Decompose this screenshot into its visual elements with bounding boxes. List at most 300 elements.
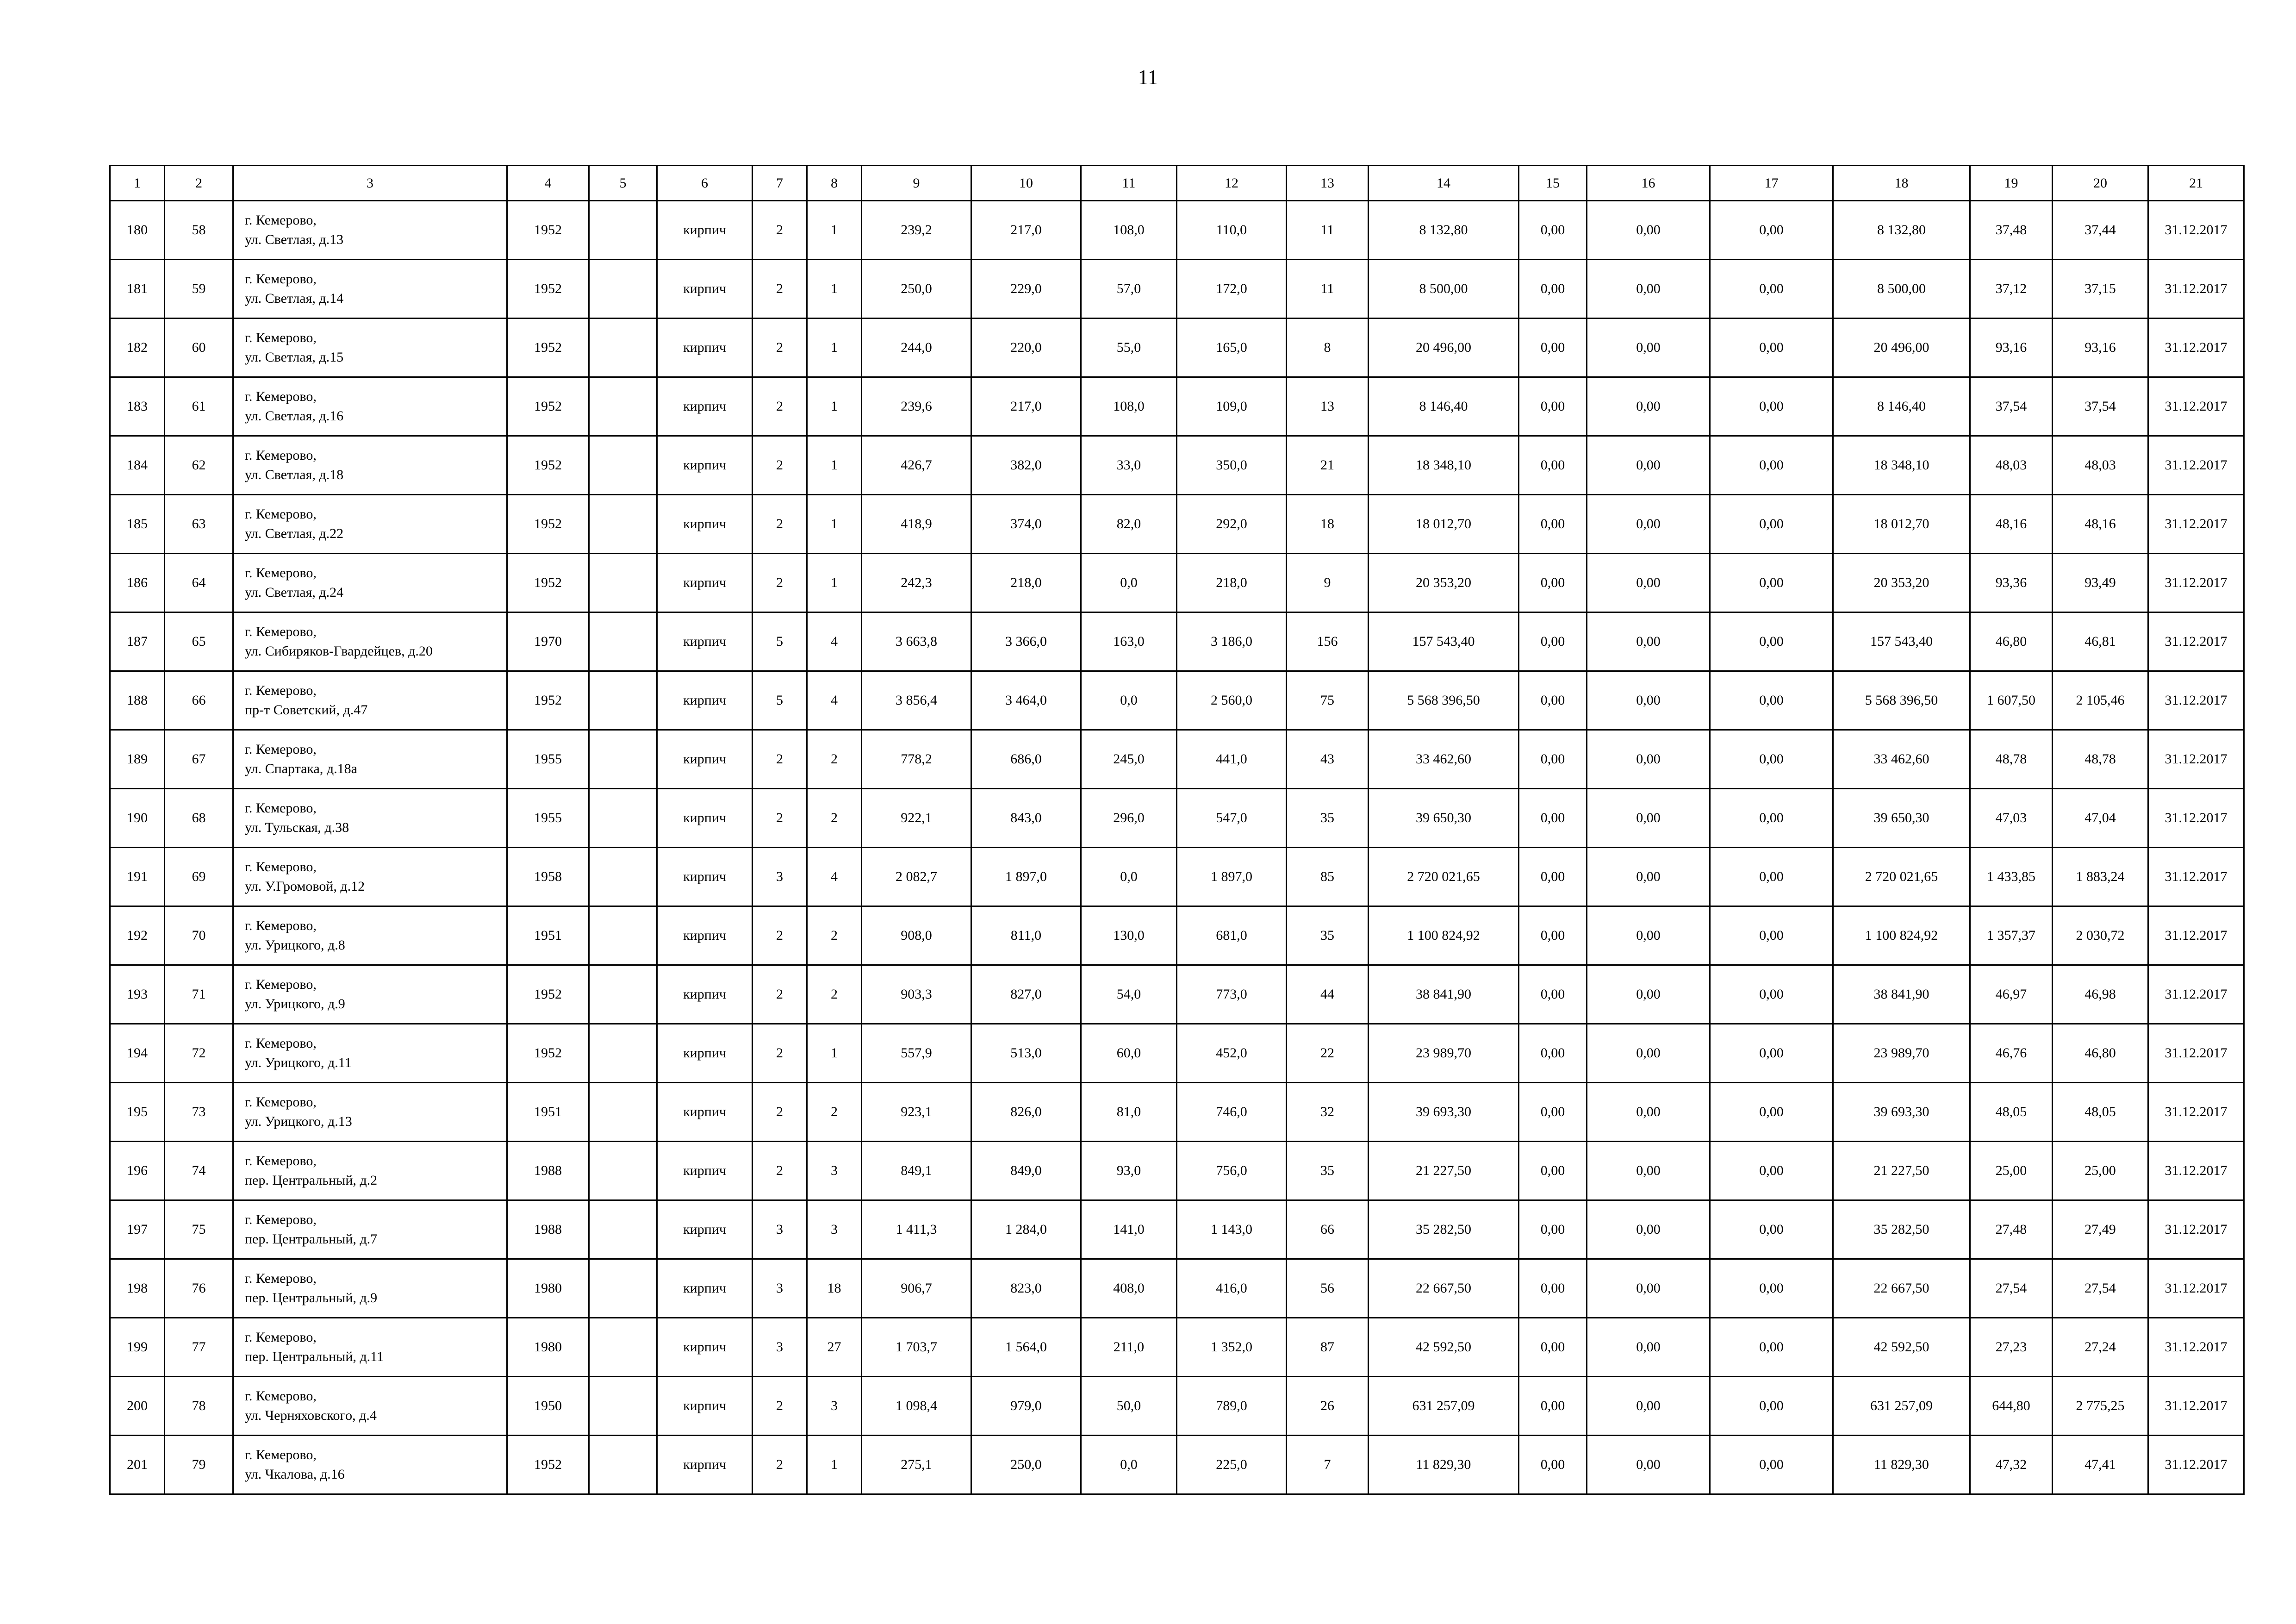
regional-funds-cell: 0,00 [1587,1142,1710,1200]
non-residential-area-cell: 245,0 [1081,730,1177,789]
table-row [110,671,2244,730]
col-5-cell [589,1259,657,1318]
address-street: ул. Черняховского, д.4 [245,1408,377,1423]
unit-cost-b-cell: 2 030,72 [2053,906,2148,965]
address-cell [233,730,507,789]
local-funds-cell: 0,00 [1710,1377,1833,1436]
local-number-cell: 67 [165,730,233,789]
address-cell [233,495,507,554]
column-number-header: 21 [2148,166,2244,201]
address-city: г. Кемерово, [245,859,317,874]
unit-cost-a-cell: 48,03 [1970,436,2053,495]
owners-funds-cell: 8 132,80 [1833,201,1970,260]
total-cost-cell: 157 543,40 [1369,612,1519,671]
table-row [110,848,2244,906]
local-number-cell: 58 [165,201,233,260]
total-cost-cell: 8 146,40 [1369,377,1519,436]
floors-cell: 2 [753,1142,807,1200]
regional-funds-cell: 0,00 [1587,1083,1710,1142]
unit-cost-a-cell: 46,76 [1970,1024,2053,1083]
table-row [110,377,2244,436]
unit-cost-a-cell: 37,54 [1970,377,2053,436]
total-cost-cell: 42 592,50 [1369,1318,1519,1377]
total-cost-cell: 8 132,80 [1369,201,1519,260]
total-area-cell: 906,7 [862,1259,971,1318]
col-5-cell [589,789,657,848]
column-number-header: 19 [1970,166,2053,201]
address-cell [233,965,507,1024]
owners-funds-cell: 18 012,70 [1833,495,1970,554]
planned-date-cell: 31.12.2017 [2148,495,2244,554]
federal-funds-cell: 0,00 [1519,1377,1587,1436]
entrances-cell: 2 [807,965,862,1024]
col-5-cell [589,377,657,436]
local-number-cell: 78 [165,1377,233,1436]
owners-area-cell: 452,0 [1177,1024,1287,1083]
non-residential-area-cell: 211,0 [1081,1318,1177,1377]
owners-area-cell: 350,0 [1177,436,1287,495]
address-street: ул. Светлая, д.13 [245,232,344,247]
wall-material-cell: кирпич [657,495,753,554]
wall-material-cell: кирпич [657,377,753,436]
residents-cell: 21 [1287,436,1369,495]
owners-funds-cell: 21 227,50 [1833,1142,1970,1200]
regional-funds-cell: 0,00 [1587,554,1710,612]
federal-funds-cell: 0,00 [1519,495,1587,554]
unit-cost-b-cell: 47,04 [2053,789,2148,848]
living-area-cell: 686,0 [971,730,1081,789]
local-number-cell: 75 [165,1200,233,1259]
address-cell [233,1200,507,1259]
address-cell [233,612,507,671]
local-funds-cell: 0,00 [1710,554,1833,612]
owners-area-cell: 109,0 [1177,377,1287,436]
floors-cell: 3 [753,1200,807,1259]
total-area-cell: 242,3 [862,554,971,612]
owners-area-cell: 225,0 [1177,1436,1287,1494]
total-cost-cell: 23 989,70 [1369,1024,1519,1083]
total-cost-cell: 20 353,20 [1369,554,1519,612]
unit-cost-b-cell: 48,03 [2053,436,2148,495]
non-residential-area-cell: 0,0 [1081,671,1177,730]
owners-funds-cell: 23 989,70 [1833,1024,1970,1083]
regional-funds-cell: 0,00 [1587,789,1710,848]
table-row [110,1377,2244,1436]
non-residential-area-cell: 163,0 [1081,612,1177,671]
living-area-cell: 3 366,0 [971,612,1081,671]
row-number-cell: 201 [110,1436,165,1494]
total-area-cell: 239,2 [862,201,971,260]
table-row [110,965,2244,1024]
col-5-cell [589,554,657,612]
owners-funds-cell: 22 667,50 [1833,1259,1970,1318]
federal-funds-cell: 0,00 [1519,1083,1587,1142]
unit-cost-a-cell: 37,12 [1970,260,2053,319]
local-number-cell: 60 [165,319,233,377]
address-city: г. Кемерово, [245,1447,317,1462]
column-number-header: 13 [1287,166,1369,201]
owners-area-cell: 1 143,0 [1177,1200,1287,1259]
unit-cost-a-cell: 25,00 [1970,1142,2053,1200]
owners-funds-cell: 8 146,40 [1833,377,1970,436]
local-number-cell: 76 [165,1259,233,1318]
regional-funds-cell: 0,00 [1587,260,1710,319]
address-street: ул. Светлая, д.22 [245,526,344,541]
wall-material-cell: кирпич [657,1142,753,1200]
living-area-cell: 1 284,0 [971,1200,1081,1259]
year-built-cell: 1952 [507,436,589,495]
unit-cost-b-cell: 37,15 [2053,260,2148,319]
unit-cost-a-cell: 644,80 [1970,1377,2053,1436]
row-number-cell: 197 [110,1200,165,1259]
living-area-cell: 250,0 [971,1436,1081,1494]
col-5-cell [589,848,657,906]
planned-date-cell: 31.12.2017 [2148,789,2244,848]
unit-cost-a-cell: 37,48 [1970,201,2053,260]
owners-funds-cell: 157 543,40 [1833,612,1970,671]
col-5-cell [589,1200,657,1259]
local-number-cell: 77 [165,1318,233,1377]
address-city: г. Кемерово, [245,624,317,639]
residents-cell: 66 [1287,1200,1369,1259]
regional-funds-cell: 0,00 [1587,1318,1710,1377]
non-residential-area-cell: 408,0 [1081,1259,1177,1318]
unit-cost-a-cell: 47,03 [1970,789,2053,848]
federal-funds-cell: 0,00 [1519,789,1587,848]
residents-cell: 87 [1287,1318,1369,1377]
local-number-cell: 74 [165,1142,233,1200]
owners-area-cell: 1 352,0 [1177,1318,1287,1377]
year-built-cell: 1952 [507,319,589,377]
regional-funds-cell: 0,00 [1587,965,1710,1024]
living-area-cell: 979,0 [971,1377,1081,1436]
entrances-cell: 1 [807,1024,862,1083]
non-residential-area-cell: 55,0 [1081,319,1177,377]
address-street: ул. Сибиряков-Гвардейцев, д.20 [245,643,433,659]
row-number-cell: 184 [110,436,165,495]
address-cell [233,436,507,495]
owners-area-cell: 416,0 [1177,1259,1287,1318]
owners-area-cell: 3 186,0 [1177,612,1287,671]
column-number-header: 17 [1710,166,1833,201]
unit-cost-a-cell: 27,23 [1970,1318,2053,1377]
planned-date-cell: 31.12.2017 [2148,319,2244,377]
floors-cell: 2 [753,495,807,554]
total-cost-cell: 5 568 396,50 [1369,671,1519,730]
planned-date-cell: 31.12.2017 [2148,1318,2244,1377]
column-number-header: 1 [110,166,165,201]
address-street: ул. Тульская, д.38 [245,820,349,835]
unit-cost-b-cell: 27,24 [2053,1318,2148,1377]
table-row [110,612,2244,671]
unit-cost-a-cell: 48,16 [1970,495,2053,554]
unit-cost-b-cell: 48,78 [2053,730,2148,789]
entrances-cell: 1 [807,495,862,554]
address-street: ул. У.Громовой, д.12 [245,879,365,894]
address-city: г. Кемерово, [245,330,317,345]
column-number-header: 20 [2053,166,2148,201]
floors-cell: 2 [753,554,807,612]
total-cost-cell: 22 667,50 [1369,1259,1519,1318]
entrances-cell: 2 [807,730,862,789]
address-street: пер. Центральный, д.7 [245,1231,378,1247]
col-5-cell [589,965,657,1024]
col-5-cell [589,730,657,789]
owners-area-cell: 2 560,0 [1177,671,1287,730]
address-cell [233,906,507,965]
unit-cost-b-cell: 2 775,25 [2053,1377,2148,1436]
planned-date-cell: 31.12.2017 [2148,965,2244,1024]
unit-cost-a-cell: 27,54 [1970,1259,2053,1318]
regional-funds-cell: 0,00 [1587,1200,1710,1259]
local-number-cell: 68 [165,789,233,848]
planned-date-cell: 31.12.2017 [2148,1259,2244,1318]
entrances-cell: 3 [807,1377,862,1436]
address-street: пер. Центральный, д.9 [245,1290,378,1305]
local-funds-cell: 0,00 [1710,1142,1833,1200]
total-cost-cell: 631 257,09 [1369,1377,1519,1436]
living-area-cell: 811,0 [971,906,1081,965]
local-number-cell: 61 [165,377,233,436]
regional-funds-cell: 0,00 [1587,906,1710,965]
year-built-cell: 1952 [507,495,589,554]
wall-material-cell: кирпич [657,1259,753,1318]
local-number-cell: 66 [165,671,233,730]
address-city: г. Кемерово, [245,1036,317,1051]
federal-funds-cell: 0,00 [1519,671,1587,730]
local-funds-cell: 0,00 [1710,671,1833,730]
residents-cell: 35 [1287,789,1369,848]
entrances-cell: 3 [807,1200,862,1259]
column-number-header: 11 [1081,166,1177,201]
residents-cell: 18 [1287,495,1369,554]
entrances-cell: 1 [807,201,862,260]
entrances-cell: 18 [807,1259,862,1318]
wall-material-cell: кирпич [657,1318,753,1377]
year-built-cell: 1988 [507,1200,589,1259]
address-city: г. Кемерово, [245,1212,317,1227]
residents-cell: 43 [1287,730,1369,789]
local-number-cell: 71 [165,965,233,1024]
federal-funds-cell: 0,00 [1519,377,1587,436]
federal-funds-cell: 0,00 [1519,848,1587,906]
address-city: г. Кемерово, [245,1153,317,1168]
table-row [110,789,2244,848]
residents-cell: 7 [1287,1436,1369,1494]
non-residential-area-cell: 0,0 [1081,1436,1177,1494]
floors-cell: 2 [753,965,807,1024]
federal-funds-cell: 0,00 [1519,730,1587,789]
unit-cost-b-cell: 37,54 [2053,377,2148,436]
owners-area-cell: 172,0 [1177,260,1287,319]
federal-funds-cell: 0,00 [1519,1318,1587,1377]
col-5-cell [589,906,657,965]
federal-funds-cell: 0,00 [1519,1024,1587,1083]
address-street: ул. Светлая, д.15 [245,350,344,365]
residents-cell: 11 [1287,201,1369,260]
address-street: пер. Центральный, д.2 [245,1173,378,1188]
non-residential-area-cell: 60,0 [1081,1024,1177,1083]
table-row [110,1318,2244,1377]
wall-material-cell: кирпич [657,612,753,671]
row-number-cell: 180 [110,201,165,260]
total-area-cell: 3 856,4 [862,671,971,730]
residents-cell: 11 [1287,260,1369,319]
column-number-header: 3 [233,166,507,201]
year-built-cell: 1952 [507,671,589,730]
row-number-cell: 189 [110,730,165,789]
living-area-cell: 1 897,0 [971,848,1081,906]
unit-cost-b-cell: 37,44 [2053,201,2148,260]
owners-area-cell: 110,0 [1177,201,1287,260]
planned-date-cell: 31.12.2017 [2148,671,2244,730]
year-built-cell: 1958 [507,848,589,906]
entrances-cell: 1 [807,319,862,377]
year-built-cell: 1980 [507,1259,589,1318]
local-funds-cell: 0,00 [1710,1318,1833,1377]
living-area-cell: 3 464,0 [971,671,1081,730]
local-funds-cell: 0,00 [1710,730,1833,789]
local-funds-cell: 0,00 [1710,1200,1833,1259]
unit-cost-a-cell: 27,48 [1970,1200,2053,1259]
total-cost-cell: 8 500,00 [1369,260,1519,319]
table-row [110,906,2244,965]
local-funds-cell: 0,00 [1710,965,1833,1024]
unit-cost-b-cell: 46,80 [2053,1024,2148,1083]
unit-cost-b-cell: 47,41 [2053,1436,2148,1494]
entrances-cell: 1 [807,1436,862,1494]
total-area-cell: 275,1 [862,1436,971,1494]
col-5-cell [589,201,657,260]
year-built-cell: 1950 [507,1377,589,1436]
planned-date-cell: 31.12.2017 [2148,1200,2244,1259]
federal-funds-cell: 0,00 [1519,554,1587,612]
unit-cost-b-cell: 1 883,24 [2053,848,2148,906]
address-street: ул. Урицкого, д.8 [245,937,345,953]
regional-funds-cell: 0,00 [1587,319,1710,377]
floors-cell: 5 [753,671,807,730]
row-number-cell: 193 [110,965,165,1024]
year-built-cell: 1970 [507,612,589,671]
address-cell [233,260,507,319]
address-cell [233,201,507,260]
federal-funds-cell: 0,00 [1519,965,1587,1024]
address-city: г. Кемерово, [245,800,317,816]
owners-funds-cell: 42 592,50 [1833,1318,1970,1377]
address-city: г. Кемерово, [245,506,317,522]
address-cell [233,1318,507,1377]
address-cell [233,1142,507,1200]
unit-cost-a-cell: 93,16 [1970,319,2053,377]
local-funds-cell: 0,00 [1710,1259,1833,1318]
residents-cell: 56 [1287,1259,1369,1318]
owners-funds-cell: 39 693,30 [1833,1083,1970,1142]
federal-funds-cell: 0,00 [1519,319,1587,377]
residents-cell: 32 [1287,1083,1369,1142]
non-residential-area-cell: 296,0 [1081,789,1177,848]
owners-funds-cell: 39 650,30 [1833,789,1970,848]
address-cell [233,671,507,730]
row-number-cell: 181 [110,260,165,319]
owners-funds-cell: 20 353,20 [1833,554,1970,612]
non-residential-area-cell: 108,0 [1081,201,1177,260]
col-5-cell [589,495,657,554]
total-area-cell: 2 082,7 [862,848,971,906]
year-built-cell: 1955 [507,730,589,789]
non-residential-area-cell: 57,0 [1081,260,1177,319]
row-number-cell: 190 [110,789,165,848]
floors-cell: 2 [753,201,807,260]
column-number-header: 9 [862,166,971,201]
floors-cell: 2 [753,1377,807,1436]
living-area-cell: 849,0 [971,1142,1081,1200]
total-area-cell: 244,0 [862,319,971,377]
total-cost-cell: 33 462,60 [1369,730,1519,789]
total-cost-cell: 39 693,30 [1369,1083,1519,1142]
row-number-cell: 200 [110,1377,165,1436]
entrances-cell: 4 [807,612,862,671]
total-area-cell: 903,3 [862,965,971,1024]
owners-funds-cell: 631 257,09 [1833,1377,1970,1436]
unit-cost-b-cell: 2 105,46 [2053,671,2148,730]
year-built-cell: 1955 [507,789,589,848]
planned-date-cell: 31.12.2017 [2148,1142,2244,1200]
planned-date-cell: 31.12.2017 [2148,848,2244,906]
owners-funds-cell: 5 568 396,50 [1833,671,1970,730]
wall-material-cell: кирпич [657,201,753,260]
unit-cost-b-cell: 25,00 [2053,1142,2148,1200]
non-residential-area-cell: 0,0 [1081,554,1177,612]
owners-area-cell: 789,0 [1177,1377,1287,1436]
regional-funds-cell: 0,00 [1587,495,1710,554]
wall-material-cell: кирпич [657,260,753,319]
total-area-cell: 418,9 [862,495,971,554]
column-number-header: 16 [1587,166,1710,201]
living-area-cell: 217,0 [971,201,1081,260]
address-city: г. Кемерово, [245,389,317,404]
unit-cost-a-cell: 48,78 [1970,730,2053,789]
wall-material-cell: кирпич [657,671,753,730]
address-cell [233,377,507,436]
living-area-cell: 218,0 [971,554,1081,612]
floors-cell: 2 [753,377,807,436]
housing-registry-table [109,165,2245,1495]
local-number-cell: 63 [165,495,233,554]
owners-area-cell: 165,0 [1177,319,1287,377]
non-residential-area-cell: 130,0 [1081,906,1177,965]
address-city: г. Кемерово, [245,683,317,698]
total-cost-cell: 20 496,00 [1369,319,1519,377]
address-city: г. Кемерово, [245,742,317,757]
floors-cell: 3 [753,848,807,906]
residents-cell: 35 [1287,906,1369,965]
federal-funds-cell: 0,00 [1519,436,1587,495]
entrances-cell: 4 [807,848,862,906]
total-area-cell: 908,0 [862,906,971,965]
unit-cost-a-cell: 1 433,85 [1970,848,2053,906]
col-5-cell [589,1436,657,1494]
total-cost-cell: 21 227,50 [1369,1142,1519,1200]
address-street: ул. Чкалова, д.16 [245,1467,345,1482]
wall-material-cell: кирпич [657,906,753,965]
total-area-cell: 557,9 [862,1024,971,1083]
row-number-cell: 182 [110,319,165,377]
table-row [110,1436,2244,1494]
owners-area-cell: 218,0 [1177,554,1287,612]
residents-cell: 26 [1287,1377,1369,1436]
floors-cell: 2 [753,1024,807,1083]
federal-funds-cell: 0,00 [1519,1259,1587,1318]
